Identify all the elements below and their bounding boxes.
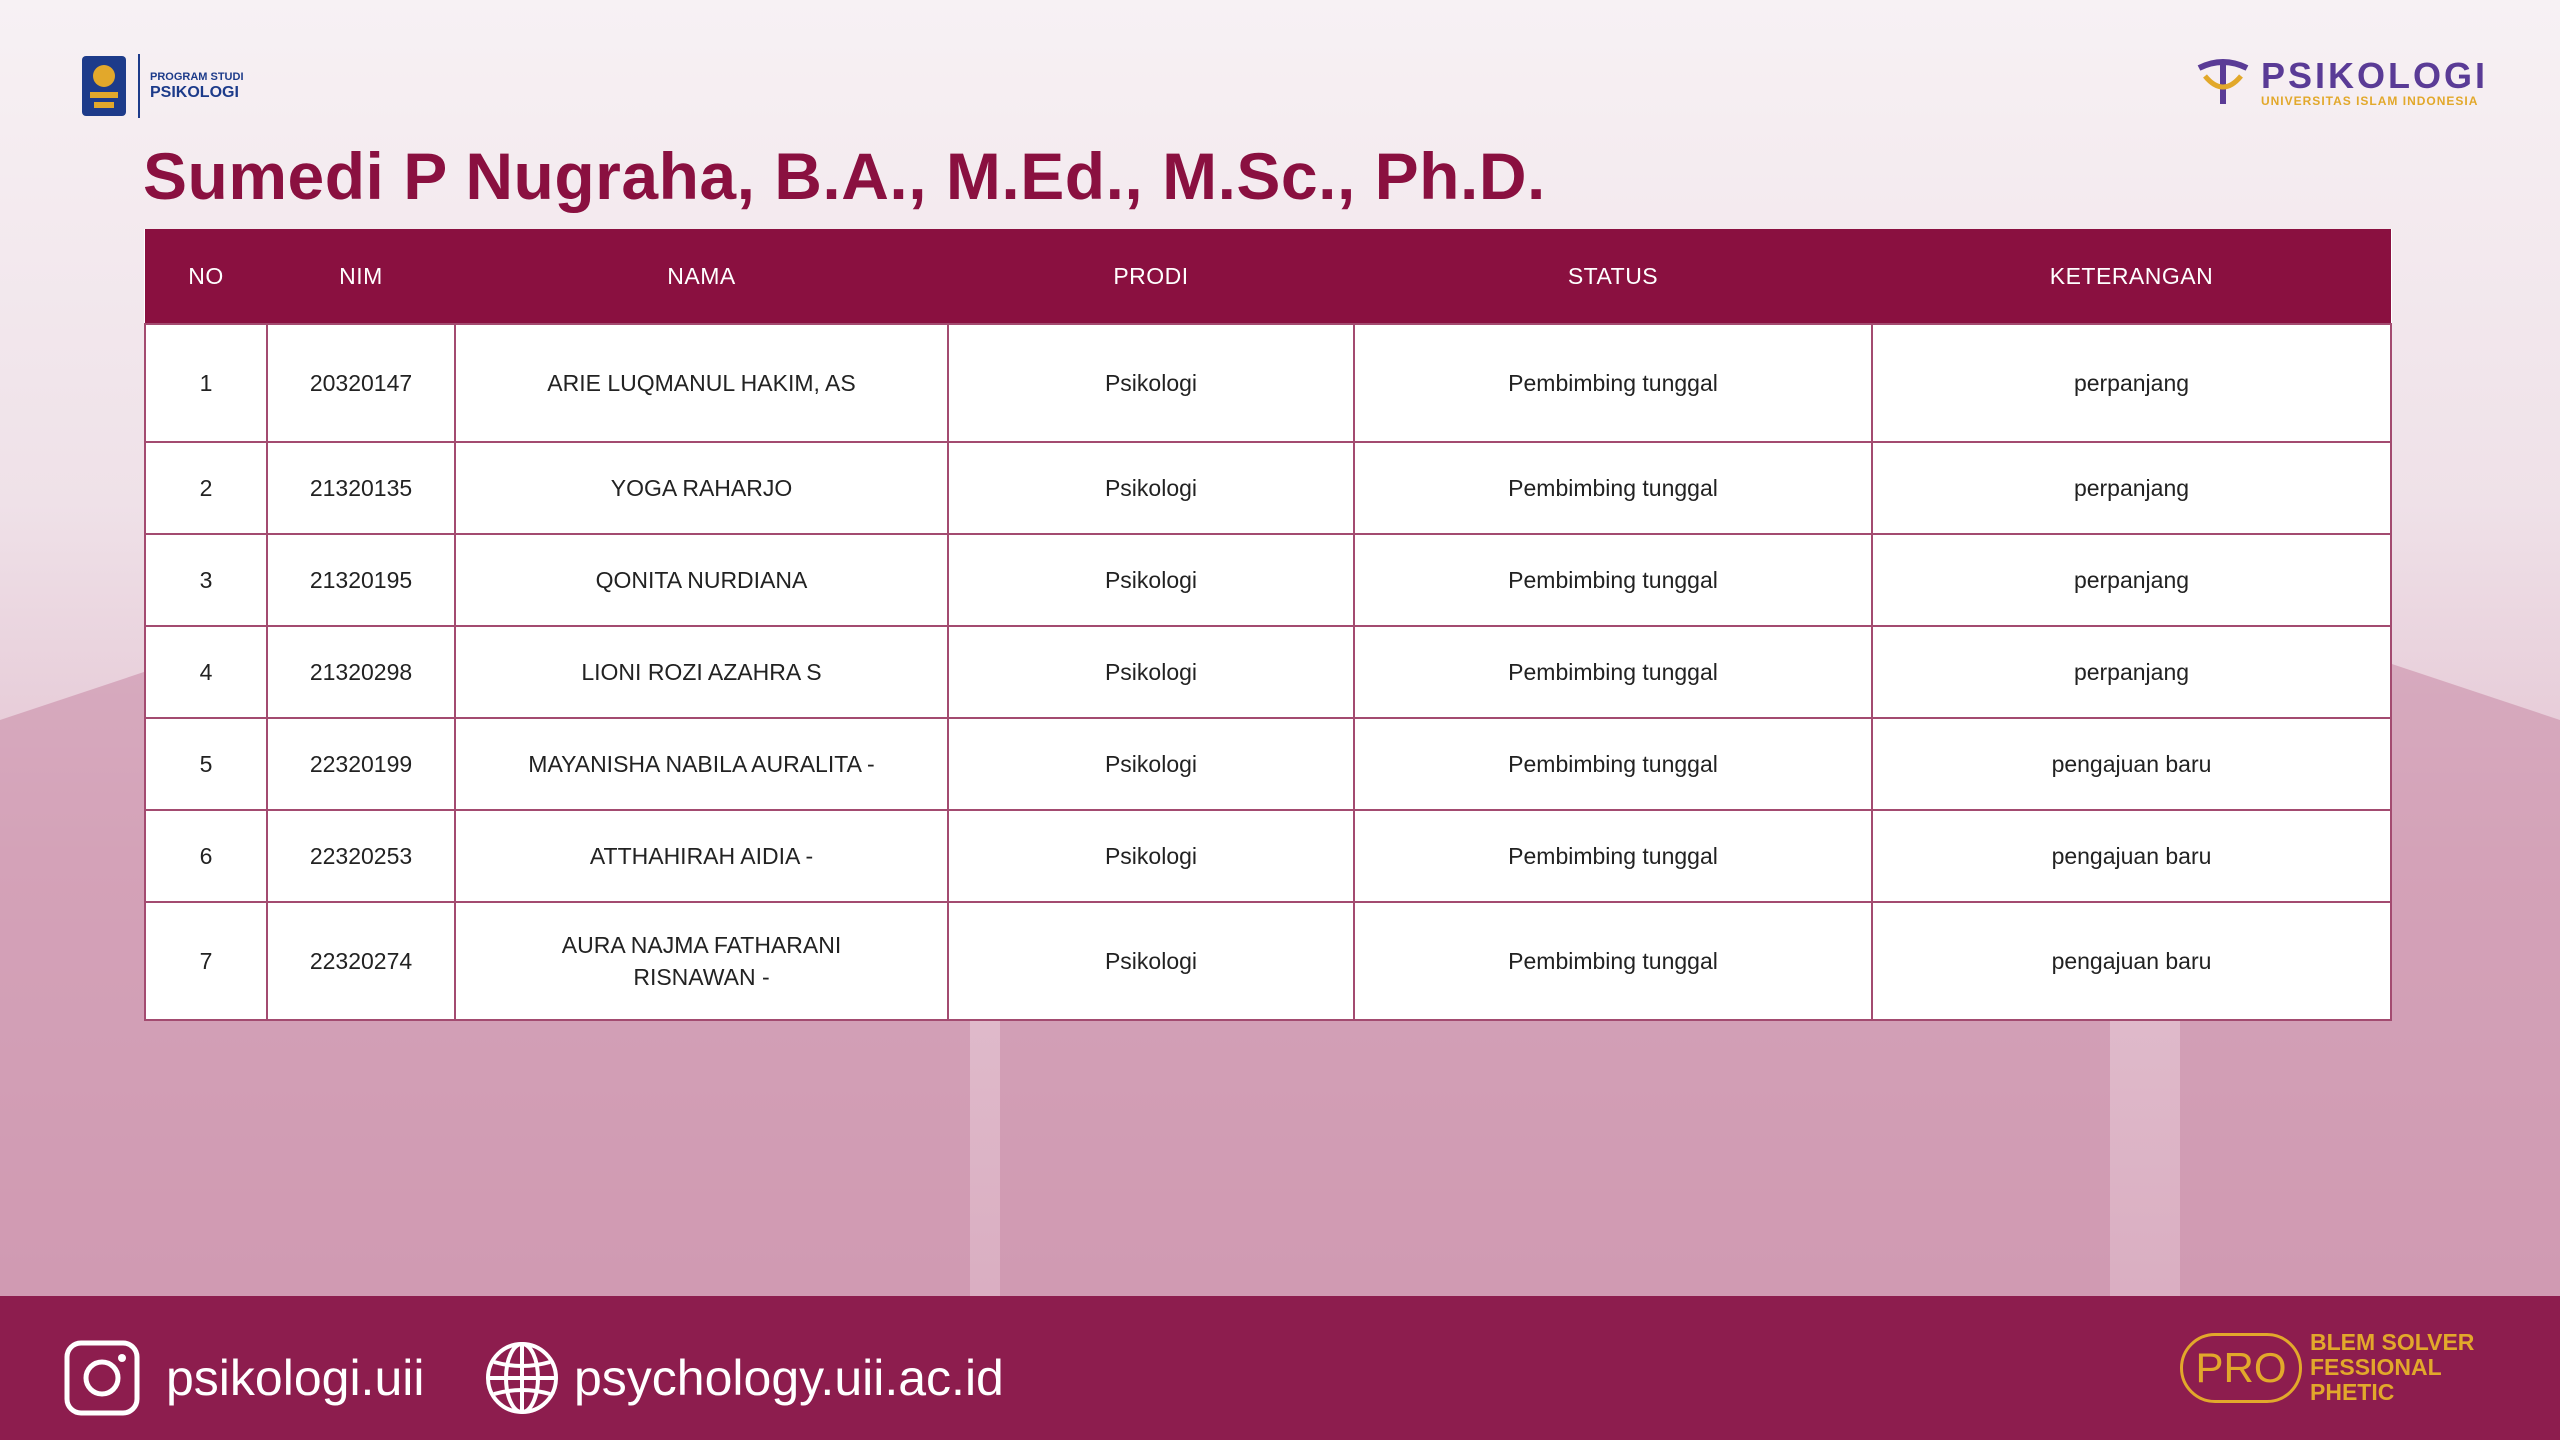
cell-status: Pembimbing tunggal [1354,626,1872,718]
table-row [145,534,2391,626]
cell-keterangan: perpanjang [1872,534,2391,626]
cell-prodi: Psikologi [948,324,1354,442]
cell-status: Pembimbing tunggal [1354,810,1872,902]
uii-emblem-icon [80,54,128,118]
website-url[interactable]: psychology.uii.ac.id [574,1350,1004,1406]
cell-nim: 21320298 [267,626,455,718]
col-header-status: STATUS [1354,229,1872,324]
psi-symbol-icon [2193,58,2253,108]
cell-prodi: Psikologi [948,810,1354,902]
cell-nim: 22320253 [267,810,455,902]
cell-keterangan: perpanjang [1872,626,2391,718]
cell-prodi: Psikologi [948,442,1354,534]
logo-subtitle: UNIVERSITAS ISLAM INDONESIA [2260,94,2479,108]
student-table [144,229,2390,1021]
col-header-no: NO [145,229,267,324]
cell-nama: ATTHAHIRAH AIDIA - [455,810,948,902]
cell-prodi: Psikologi [948,626,1354,718]
col-header-nim: NIM [267,229,455,324]
psikologi-uii-logo [2193,55,2488,108]
cell-nama: LIONI ROZI AZAHRA S [455,626,948,718]
cell-no: 1 [145,324,267,442]
cell-status: Pembimbing tunggal [1354,534,1872,626]
instagram-icon[interactable] [64,1340,140,1416]
pro-circle-label: PRO [2180,1333,2302,1403]
badge-line1: BLEM SOLVER [2310,1329,2475,1355]
cell-no: 7 [145,902,267,1020]
cell-keterangan: pengajuan baru [1872,718,2391,810]
badge-line2: FESSIONAL [2310,1354,2442,1380]
cell-nama: ARIE LUQMANUL HAKIM, AS [455,324,948,442]
table-row [145,718,2391,810]
cell-nim: 21320195 [267,534,455,626]
table-header-row [145,229,2391,324]
page-title: Sumedi P Nugraha, B.A., M.Ed., M.Sc., Ph.D. [143,139,1546,213]
cell-nim: 22320274 [267,902,455,1020]
col-header-keterangan: KETERANGAN [1872,229,2391,324]
cell-nama: AURA NAJMA FATHARANI RISNAWAN - [455,902,948,1020]
logo-divider [138,54,140,118]
cell-keterangan: pengajuan baru [1872,810,2391,902]
cell-nama: YOGA RAHARJO [455,442,948,534]
cell-nim: 20320147 [267,324,455,442]
cell-nim: 22320199 [267,718,455,810]
table-row [145,442,2391,534]
cell-nama: MAYANISHA NABILA AURALITA - [455,718,948,810]
cell-prodi: Psikologi [948,902,1354,1020]
logo-title: PSIKOLOGI [2260,55,2488,96]
pro-badge-logo [2180,1330,2474,1405]
footer-bar [0,1296,2560,1440]
col-header-prodi: PRODI [948,229,1354,324]
cell-keterangan: pengajuan baru [1872,902,2391,1020]
table-row [145,902,2391,1020]
cell-no: 5 [145,718,267,810]
program-studi-logo [80,54,244,118]
cell-keterangan: perpanjang [1872,324,2391,442]
logo-line2: PSIKOLOGI [150,83,239,101]
cell-status: Pembimbing tunggal [1354,442,1872,534]
table-row [145,324,2391,442]
cell-nim: 21320135 [267,442,455,534]
badge-line3: PHETIC [2310,1379,2395,1405]
logo-line1: PROGRAM STUDI [150,70,244,83]
cell-no: 4 [145,626,267,718]
cell-prodi: Psikologi [948,718,1354,810]
table-row [145,626,2391,718]
instagram-handle[interactable]: psikologi.uii [166,1350,425,1406]
table-row [145,810,2391,902]
cell-prodi: Psikologi [948,534,1354,626]
cell-status: Pembimbing tunggal [1354,902,1872,1020]
cell-no: 6 [145,810,267,902]
cell-no: 3 [145,534,267,626]
cell-status: Pembimbing tunggal [1354,718,1872,810]
cell-status: Pembimbing tunggal [1354,324,1872,442]
cell-keterangan: perpanjang [1872,442,2391,534]
cell-no: 2 [145,442,267,534]
col-header-nama: NAMA [455,229,948,324]
cell-nama: QONITA NURDIANA [455,534,948,626]
globe-icon[interactable] [484,1340,560,1416]
